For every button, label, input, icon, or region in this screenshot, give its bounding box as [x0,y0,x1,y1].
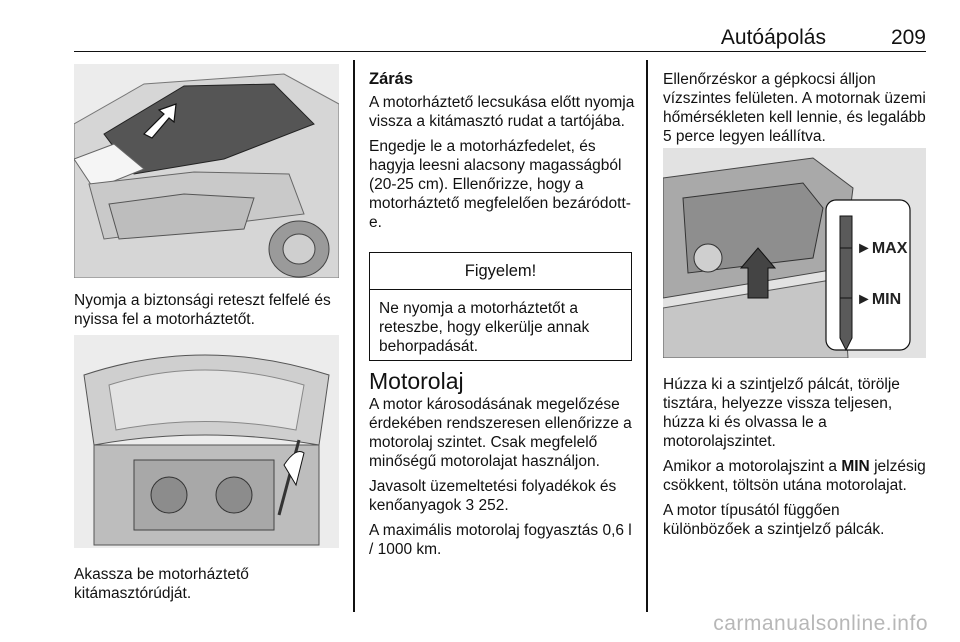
instruction-paragraph-2-end: jelzésig csökkent, töltsön utána motorolajat. [663,458,926,494]
column-divider-2 [646,60,648,612]
oil-paragraph-1: A motor károsodásának megelőzése érdekében rendszeresen ellenőrizze a motorolaj szintet. Csak megfelelő minőségű motorolajat használjon. [369,396,632,470]
dipstick-min-label: ►MIN [856,291,902,308]
motor-oil-section [369,368,637,565]
notice-title: Figyelem! [370,253,631,290]
watermark: carmanualsonline.info [713,612,928,635]
column-divider-1 [353,60,355,612]
page-number: 209 [890,26,926,49]
page-header [74,24,926,52]
dipstick-instructions [663,375,928,545]
check-condition-text: Ellenőrzéskor a gépkocsi álljon vízszintes felületen. A motornak üzemi hőmérsékleten kell lennie, és legalább 5 perce legyen leállítva. [663,71,926,145]
dipstick-illustration [663,148,926,358]
closing-paragraph-2: Engedje le a motorházfedelet, és hagyja leesni alacsony magasságból (20-25 cm). Ellenőrizze, hogy a motorháztető megfelelően bezáródott-e. [369,138,631,231]
caption-2: Akassza be motorháztető kitámasztórúdját. [74,566,249,602]
dipstick-max-label: ►MAX [856,240,908,257]
oil-paragraph-2 [369,477,637,515]
min-keyword: MIN [841,458,870,475]
oil-heading: Motorolaj [369,368,464,394]
car-hood-latch-illustration [74,64,339,278]
closing-heading: Zárás [369,70,414,88]
closing-paragraph-1: A motorháztető lecsukása előtt nyomja vissza a kitámasztó rudat a tartójába. [369,94,635,130]
instruction-paragraph-1: Húzza ki a szintjelző pálcát, törölje tisztára, helyezze vissza teljesen, húzza ki és olvassa le a motorolajszintet. [663,376,900,450]
section-title: Autóápolás [720,26,826,49]
oil-paragraph-3: A maximális motorolaj fogyasztás 0,6 l / 1000 km. [369,522,632,558]
instruction-paragraph-3: A motor típusától függően különbözőek a szintjelző pálcák. [663,502,885,538]
page-reference-number: 252. [478,497,509,514]
notice-box [369,252,632,361]
notice-text: Ne nyomja a motorháztetőt a reteszbe, hogy elkerülje annak behorpadását. [379,300,590,355]
oil-paragraph-2-text: Javasolt üzemeltetési folyadékok és kenőanyagok [369,478,617,514]
closing-section [369,70,637,238]
hood-prop-rod-illustration [74,335,339,548]
page-reference-icon[interactable]: 3 [465,497,475,514]
instruction-paragraph-2-start: Amikor a motorolajszint a [663,458,838,475]
instruction-paragraph-2 [663,457,928,495]
caption-1: Nyomja a biztonsági reteszt felfelé és nyissa fel a motorháztetőt. [74,292,331,328]
